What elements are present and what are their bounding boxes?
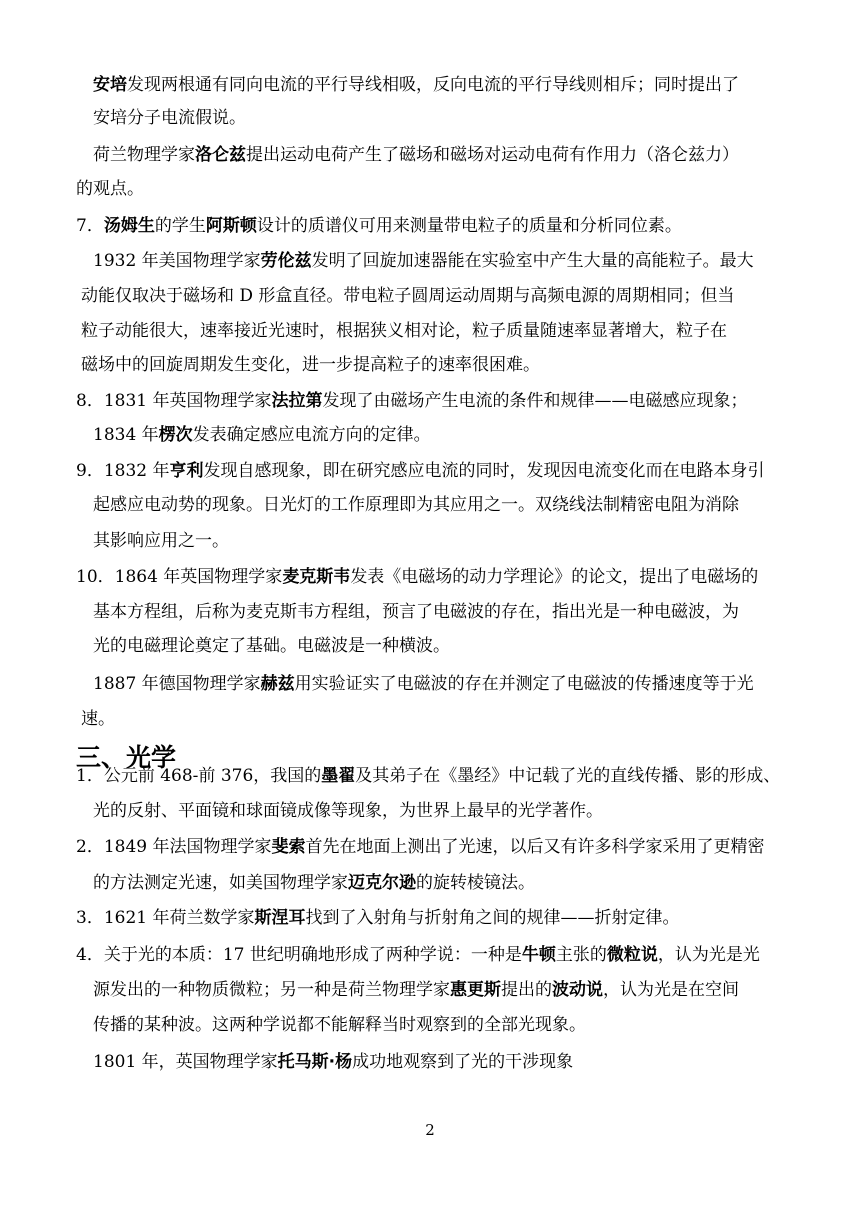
text-line [93, 872, 535, 894]
text-span: 9．1832 年 [76, 461, 170, 481]
text-span: 起感应电动势的现象。日光灯的工作原理即为其应用之一。双绕线法制精密电阻为消除 [93, 495, 739, 515]
text-span: 提出的 [501, 980, 552, 1000]
bold-name: 麦克斯韦 [282, 567, 351, 587]
text-span: 发表《电磁场的动力学理论》的论文，提出了电磁场的 [350, 567, 759, 587]
bold-name: 阿斯顿 [205, 216, 257, 236]
text-line [81, 354, 540, 376]
text-span: 8．1831 年英国物理学家 [76, 391, 272, 411]
text-span: ，认为光是在空间 [603, 980, 739, 1000]
text-span: 荷兰物理学家 [93, 145, 195, 165]
text-span: 主张的 [555, 945, 607, 965]
text-span: 1834 年 [93, 425, 159, 445]
text-line [93, 673, 754, 695]
text-line [93, 494, 739, 516]
section-heading-optics: 三、光学 [76, 743, 177, 772]
text-span: 磁场中的回旋周期发生变化，进一步提高粒子的速率很困难。 [81, 355, 540, 375]
text-line [76, 566, 758, 588]
text-span: 1932 年美国物理学家 [93, 251, 261, 271]
text-span: 提出运动电荷产生了磁场和磁场对运动电荷有作用力（洛仑兹力） [246, 145, 739, 165]
text-span: 传播的某种波。这两种学说都不能解释当时观察到的全部光现象。 [93, 1015, 586, 1035]
bold-name: 法拉第 [271, 391, 323, 411]
bold-name: 楞次 [158, 425, 193, 445]
text-line [76, 765, 780, 787]
text-span: 1887 年德国物理学家 [93, 674, 261, 694]
text-line [93, 250, 754, 272]
text-line [93, 979, 739, 1001]
text-span: 的观点。 [76, 179, 144, 199]
bold-name: 墨翟 [321, 766, 356, 786]
bold-name: 亨利 [169, 461, 204, 481]
text-span: 首先在地面上测出了光速，以后又有许多科学家采用了更精密 [305, 837, 765, 857]
text-line [76, 178, 144, 200]
text-line [93, 635, 450, 657]
text-line [81, 708, 115, 730]
text-line [93, 800, 603, 822]
page-number: 2 [425, 1121, 435, 1139]
text-line [93, 144, 739, 166]
text-span: 发表确定感应电流方向的定律。 [192, 425, 431, 445]
text-span: 发现自感现象，即在研究感应电流的同时，发现因电流变化而在电路本身引 [203, 461, 765, 481]
bold-name: 惠更斯 [450, 980, 501, 1000]
text-line [81, 320, 727, 342]
text-span: 安培分子电流假说。 [93, 108, 246, 128]
bold-name: 劳伦兹 [260, 251, 312, 271]
text-span: 动能仅取决于磁场和 D 形盒直径。带电粒子圆周运动周期与高频电源的周期相同；但当 [81, 286, 735, 306]
text-line [81, 285, 734, 307]
bold-name: 斐索 [271, 837, 306, 857]
text-span: 的旋转棱镜法。 [416, 873, 535, 893]
text-span: 1801 年，英国物理学家 [93, 1052, 278, 1072]
bold-name: 赫兹 [260, 674, 295, 694]
bold-name: 斯涅耳 [254, 908, 306, 928]
text-span: 发现了由磁场产生电流的条件和规律——电磁感应现象； [322, 391, 748, 411]
text-span: 粒子动能很大，速率接近光速时，根据狭义相对论，粒子质量随速率显著增大，粒子在 [81, 321, 727, 341]
text-span: 基本方程组，后称为麦克斯韦方程组，预言了电磁波的存在，指出光是一种电磁波，为 [93, 602, 739, 622]
bold-name: 洛仑兹 [195, 145, 246, 165]
text-line [76, 907, 679, 929]
text-span: 用实验证实了电磁波的存在并测定了电磁波的传播速度等于光 [294, 674, 754, 694]
bold-name: 安培 [93, 75, 127, 95]
text-span: 的学生 [154, 216, 206, 236]
text-span: 4．关于光的本质：17 世纪明确地形成了两种学说：一种是 [76, 945, 522, 965]
text-line [93, 601, 739, 623]
text-span: 速。 [81, 709, 115, 729]
bold-name: 托马斯·杨 [277, 1052, 353, 1072]
text-span: 及其弟子在《墨经》中记载了光的直线传播、影的形成、 [355, 766, 781, 786]
text-line [93, 1014, 586, 1036]
text-span: 2．1849 年法国物理学家 [76, 837, 272, 857]
text-span: 光的电磁理论奠定了基础。电磁波是一种横波。 [93, 636, 450, 656]
text-line [93, 74, 739, 96]
text-line [76, 390, 747, 412]
text-line [76, 215, 682, 237]
text-line [76, 460, 764, 482]
text-span: 其影响应用之一。 [93, 531, 229, 551]
bold-name: 迈克尔逊 [348, 873, 416, 893]
text-span: 源发出的一种物质微粒；另一种是荷兰物理学家 [93, 980, 450, 1000]
text-span: 找到了入射角与折射角之间的规律——折射定律。 [305, 908, 680, 928]
bold-name: 汤姆生 [103, 216, 155, 236]
text-line [76, 836, 764, 858]
text-span: 7． [76, 216, 104, 236]
bold-name: 微粒说 [606, 945, 658, 965]
bold-name: 波动说 [552, 980, 603, 1000]
text-line [93, 107, 246, 129]
text-line [76, 944, 760, 966]
text-span: 设计的质谱仪可用来测量带电粒子的质量和分析同位素。 [256, 216, 682, 236]
text-span: 发现两根通有同向电流的平行导线相吸，反向电流的平行导线则相斥；同时提出了 [127, 75, 739, 95]
text-line [93, 530, 229, 552]
text-span: ，认为光是光 [657, 945, 760, 965]
text-span: 10．1864 年英国物理学家 [76, 567, 283, 587]
text-span: 发明了回旋加速器能在实验室中产生大量的高能粒子。最大 [311, 251, 754, 271]
text-span: 3．1621 年荷兰数学家 [76, 908, 255, 928]
text-span: 的方法测定光速，如美国物理学家 [93, 873, 348, 893]
text-line [93, 424, 431, 446]
text-line [93, 1051, 573, 1073]
text-span: 成功地观察到了光的干涉现象 [352, 1052, 574, 1072]
text-span: 光的反射、平面镜和球面镜成像等现象，为世界上最早的光学著作。 [93, 801, 603, 821]
text-span: 1．公元前 468-前 376，我国的 [76, 766, 322, 786]
bold-name: 牛顿 [521, 945, 556, 965]
